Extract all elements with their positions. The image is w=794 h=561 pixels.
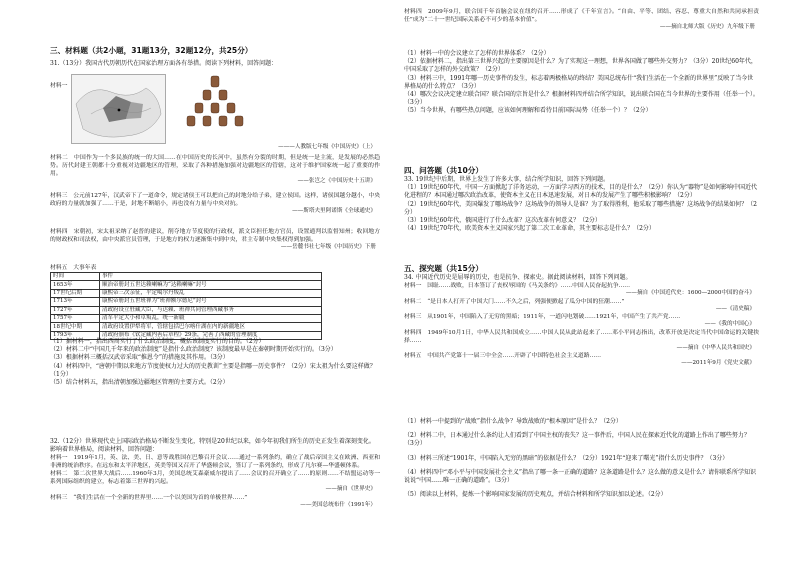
q34-question-1: （1）材料一中提到的“战败”指什么战争？导致战败的“根本原因”是什么？（2分） — [404, 418, 622, 425]
q33-intro: 33. 19世纪中后期，世界上发生了许多大事，结合所学知识，回答下列问题。 — [404, 176, 610, 183]
q34-material4: 材料四 1949年10月1日，中华人民共和国成立……中国人民从此站起来了……邓小平同志指出，改革开放是决定当代中国命运的关键抉择…… — [404, 329, 759, 344]
table-cell: 清军平定大小和卓叛乱，统一新疆 — [100, 314, 322, 322]
table-cell: 清政府设立驻藏大臣，与达赖、班禅共同管理西藏事务 — [100, 306, 322, 314]
table-row — [51, 323, 322, 331]
q32-material2-source: ——摘自《世界史》 — [325, 486, 376, 493]
table-row — [51, 289, 322, 297]
table-cell: 18世纪中期 — [51, 323, 100, 331]
events-table — [50, 272, 322, 340]
table-cell: 17世纪后期 — [51, 289, 100, 297]
q33-part-4: （4）19世纪70年代，欧美资本主义国家兴起了第二次工业革命，其主要标志是什么？（2分） — [404, 225, 655, 233]
q32-material3-source: ——美国总统布什（1991年） — [300, 501, 376, 508]
q32-material4: 材料四 2009年9月，联合国千年首脑会议在纽约召开……形成了《千年宣言》。“自由、平等、团结、容忍、尊重大自然和共同承担责任”成为“二十一世纪国际关系必不可少的基本价值”。 — [404, 9, 759, 23]
q34-material5: 材料五 中国共产党第十一届三中全会……开辟了中国特色社会主义道路…… — [404, 353, 602, 360]
q34-material1: 材料一 国耻……战败，日本签订了丧权辱国的《马关条约》……中国人民奋起抗争…… — [404, 283, 631, 290]
q31-material1-label: 材料一 — [50, 83, 68, 89]
q31-material3-source: ——斯塔夫里阿诺斯《全球通史》 — [292, 208, 376, 214]
q34-question-3: （3）材料三所述“1901年，中国陷入无穷的黑暗”的依据是什么？（2分）1921年“迎来了曙光”指什么历史事件？（3分） — [404, 454, 729, 462]
table-cell: 康熙帝三次亲征，平定噶尔丹叛乱 — [100, 289, 322, 297]
q31-material5-label: 材料五 大事年表 — [50, 265, 97, 271]
q34-material4-source: ——摘自《中华人民共和国史》 — [676, 344, 755, 351]
table-header-row — [51, 273, 322, 281]
q34-material2-source: ——《清史稿》 — [715, 305, 755, 312]
table-header-cell: 事件 — [100, 273, 322, 281]
q32-material3: 材料三 “我们生活在一个全新的世界里……一个以美国为首的单极世界……” — [50, 494, 248, 501]
q31-intro: 31.（13分）我国古代历朝历代在国家治理方面各有举措。阅读下列材料，回答问题： — [50, 60, 278, 67]
q31-question-3: （3）根据材料三概括汉武帝采取“推恩令”的措施及其作用。（3分） — [50, 354, 229, 362]
q31-question-5: （5）结合材料五，指出清朝加强边疆地区管理的主要方式。（2分） — [50, 379, 229, 387]
q32-material4-source: ——摘自北师大版《历史》九年级下册 — [659, 24, 755, 30]
table-row — [51, 281, 322, 289]
section4-title: 四、问答题（共10分） — [404, 166, 483, 175]
q34-question-4: （4）材料四中“邓小平与中国发展社会主义”指出了哪一条一正确的道路？这条道路是什么？这么做的意义是什么？请你联系所学知识说说“中国……唯一正确的道路”。（3分） — [404, 468, 756, 485]
q31-material3: 材料三 公元前127年，汉武帝下了一道命令，规定诸侯王可以把自己的封地分给子弟，建立侯国。这样，诸侯国越分越小，中央政府的力量就加强了……于是，封地不断缩小，再也没有力量与中央对抗。 — [50, 193, 380, 207]
q32-question-5: （5）当今世界，有哪些热点问题，应该如何理解和看待目前国际局势（任举一个）？（2分） — [404, 107, 652, 115]
q32-question-1: （1）材料一中的会议建立了怎样的世界体系？（2分） — [404, 50, 550, 57]
q32-material2: 材料二 第二次世界大战后……1960年3月，美国总统艾森豪威尔提出了……会议的召开确立了……的原则……不结盟运动等一系列国际组织的建立，标志着第三世界的兴起。 — [50, 471, 380, 486]
table-row — [51, 306, 322, 314]
table-cell: 1793年 — [51, 331, 100, 339]
table-row — [51, 314, 322, 322]
q31-material2: 材料二 中国作为一个多民族的统一的大国……在中国历史的长河中，虽然有分裂的时期，但是统一是主流，是发展的必然趋势。历代封建王朝都十分重视对边疆地区的管理，采取了各种措施加强对边疆地区的管辖，这对于维护国家统一起了重要的作用。 — [50, 155, 380, 177]
table-cell: 1653年 — [51, 281, 100, 289]
map-image — [71, 74, 166, 144]
table-cell: 1757年 — [51, 314, 100, 322]
table-cell: 清政府颁布《钦定藏内善后章程》29条，完善了西藏的管理制度 — [100, 331, 322, 339]
q34-question-2: （2）材料二中，日本通过什么条约让人们看到了中国主权的丧失？这一事件后，中国人民在探索近代化的道路上作出了哪些努力？（3分） — [404, 432, 750, 448]
q31-question-4: （4）材料四中，“唐朝中期以来地方节度使权力过大的历史教训”主要是指哪一历史事件？（2分）宋太祖为什么要这样做？（1分） — [50, 362, 376, 378]
q34-material3: 材料三 从1901年，中国陷入了无穷的黑暗；1911年，一道闪电划破……1921年，中国产生了共产党…… — [404, 314, 681, 321]
table-cell: 康熙帝册封五世班禅为“班禅额尔德尼”封号 — [100, 298, 322, 306]
q34-material2: 材料二 “是日本人打开了中国大门……不久之后，列强便掀起了瓜分中国的狂潮……” — [404, 298, 625, 305]
q34-intro: 34. 中国近代历史是屈辱的历史，也是抗争、探索史。据此阅读材料，回答下列问题。 — [404, 274, 632, 281]
q34-material5-source: ——2011年9月《党史文献》 — [681, 360, 755, 367]
q31-material2-source: ——张岂之《中国历史十五讲》 — [297, 178, 376, 184]
table-header-cell: 时间 — [51, 273, 100, 281]
q34-material3-source: ——《我的中国心》 — [704, 321, 755, 328]
table-cell: 清政府设置伊犁将军，管辖包括巴尔喀什湖在内的新疆地区 — [100, 323, 322, 331]
q32-question-4: （4）哪次会议决定建立联合国？联合国的宗旨是什么？根据材料四并结合所学知识，说出联合国在当今世界的主要作用（任举一个）。（3分） — [404, 91, 759, 107]
table-cell: 1727年 — [51, 306, 100, 314]
left-column — [50, 0, 380, 561]
table-cell: 顺治帝册封五世达赖喇嘛为“达赖喇嘛”封号 — [100, 281, 322, 289]
right-column — [404, 0, 759, 561]
q31-material1-caption: ———人教版七年级《中国历史》（上） — [278, 144, 376, 150]
table-cell: 1713年 — [51, 298, 100, 306]
q31-question-2: （2）材料二中“中国几千年来的政治制度”是指什么政治制度？该制度最早是在秦朝时期开始实行的。（3分） — [50, 346, 337, 354]
q33-part-2: （2）19世纪60年代，美国爆发了哪场战争？这场战争的领导人是谁？为了取得胜利，他采取了哪些措施？这场战争的结果如何？（2分） — [404, 200, 757, 216]
q32-question-2: （2）依据材料二，指出第三世界兴起的主要原因是什么？为了实现这一理想，世界各国做了哪些外交努力？（3分）20世纪60年代，中国采取了怎样的外交政策？（2分） — [404, 58, 757, 74]
table-row — [51, 298, 322, 306]
q33-part-1: （1）19世纪60年代，中国一方面掀起了洋务运动，一方面学习西方的技术，目的是什么？（2分）你认为“器物”是如何影响中国近代化进程的？本国通过哪次政治改革，使资本主义在日本迅速发展，对日本的发展产生了哪些积极影响？（2分） — [404, 184, 758, 200]
pyramid-image — [170, 74, 260, 144]
section3-title: 三、材料题（共2小题，31题13分，32题12分，共25分） — [50, 46, 253, 55]
q32-question-3: （3）材料三中，1991年哪一历史事件的发生，标志着两极格局的终结？美国总统布什“我们生活在一个全新的世界里”反映了当今世界格局的什么特点？（3分） — [404, 74, 754, 90]
q34-material1-source: ——摘自《中国近代史：1600—2000中国的奋斗》 — [625, 290, 755, 297]
q34-question-5: （5）阅读以上材料，提炼一个影响国家发展的历史观点，并结合材料和所学知识加以论述。（2分） — [404, 491, 667, 499]
q32-intro: 32.（12分）世界现代史上国际政治格局不断发生变化，特别是20世纪以来，如今年初我们所生的历史正发生着深刻变化。影响着世界格局，阅读材料，回答问题： — [50, 438, 375, 454]
q33-part-3: （3）19世纪60年代，俄国进行了什么改革？这次改革有何意义？（2分） — [404, 217, 601, 225]
section5-title: 五、探究题（共15分） — [404, 264, 483, 273]
q32-material1: 材料一 1919年1月，英、法、美、日、意等战胜国在巴黎召开会议……通过一系列条约，确立了战后帝国主义在欧洲、西亚和非洲的统治秩序。在远东和太平洋地区，英美等国又召开了华盛顿会议，签订了一系列条约，形成了凡尔赛—华盛顿体系。 — [50, 455, 380, 470]
q31-material4-source: ——岳麓书社七年级《中国历史》下册 — [280, 244, 376, 250]
q31-material4: 材料四 宋朝初，宋太祖采纳了赵普的建议，削夺地方节度使的行政权，派文臣担任地方官员，设置通判以监督知州；收回地方的财政权和司法权，由中央派官员管理，于是地方的权力逐渐集中到中央，君主专制中央集权得到加强。 — [50, 229, 380, 243]
q31-question-1: （1）据材料一，指出西周实行了什么政治制度，概括该制度实行的目的。（2分） — [50, 338, 265, 345]
